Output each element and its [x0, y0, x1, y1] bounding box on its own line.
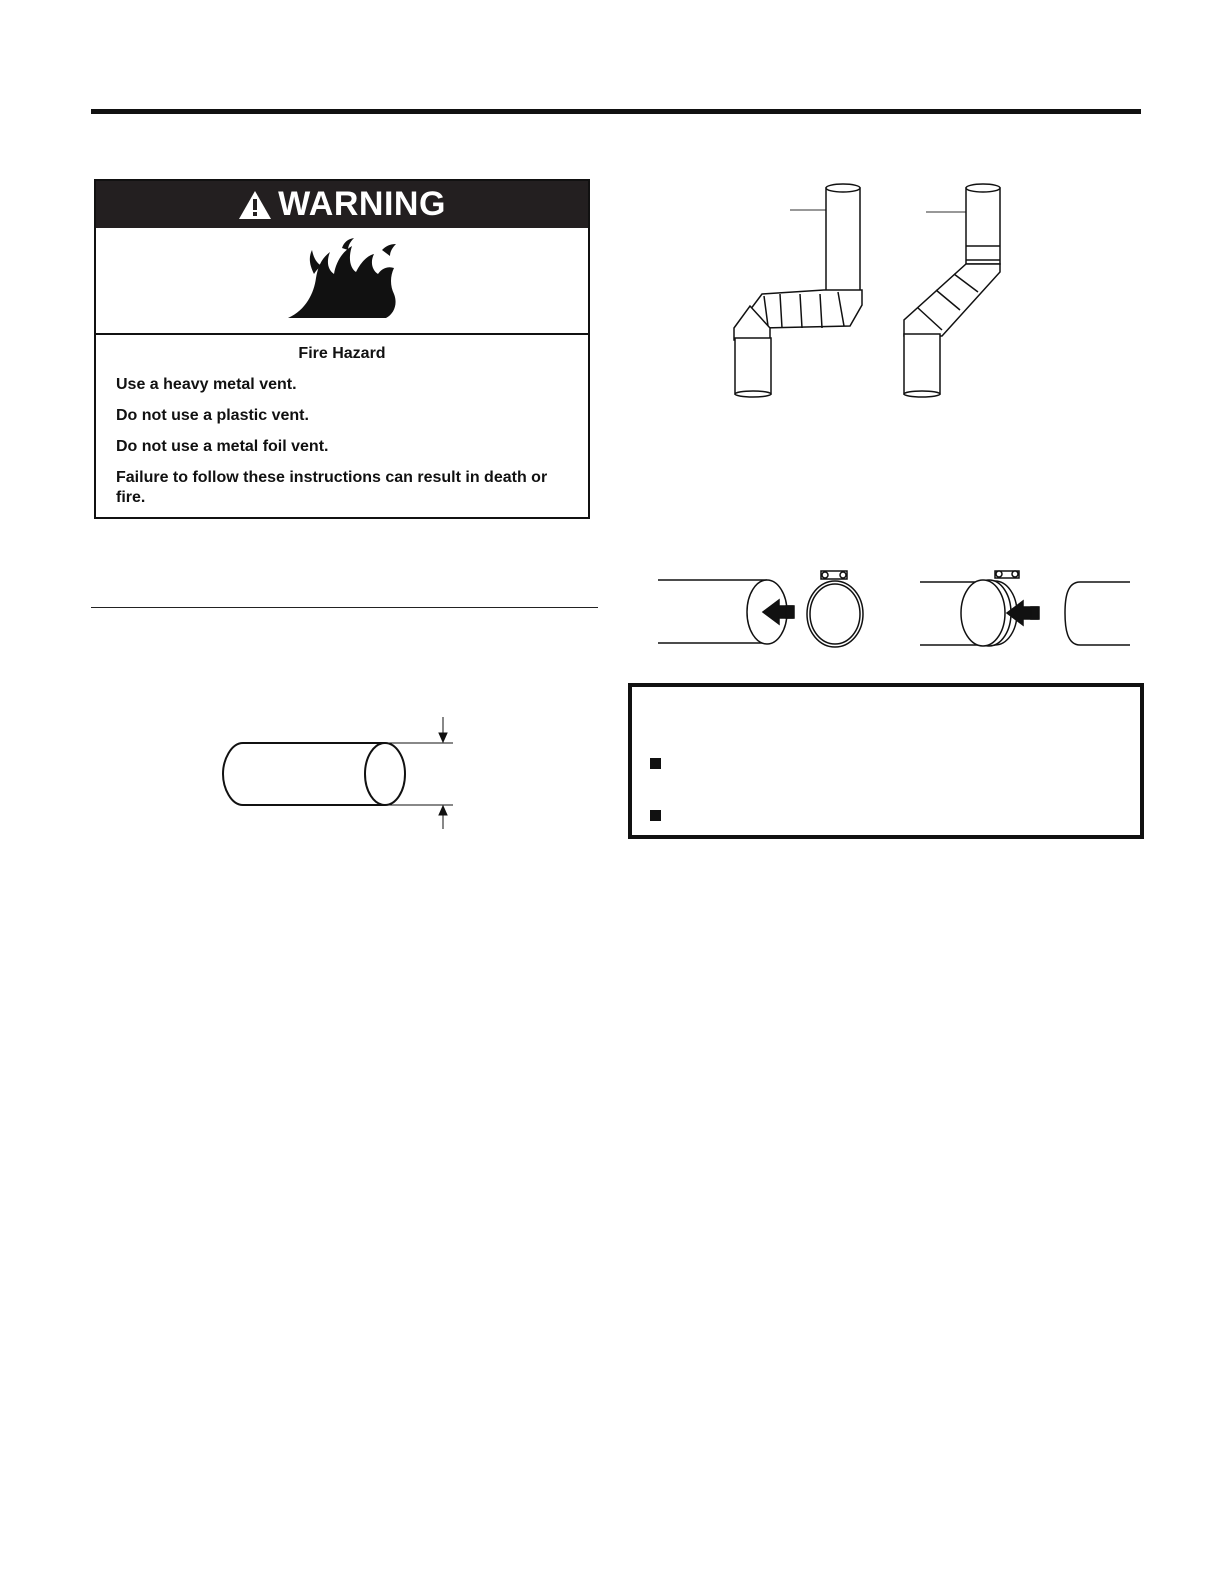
- hazard-body: [116, 343, 568, 519]
- hazard-title: Fire Hazard: [298, 345, 386, 362]
- top-rule: [91, 109, 1141, 114]
- square-bullet-icon: [650, 758, 661, 769]
- section-rule: [91, 607, 598, 608]
- hazard-line-failure: Failure to follow these instructions can result in death or fire.: [116, 469, 548, 506]
- square-bullet-icon: [650, 810, 661, 821]
- note-box: [628, 683, 1144, 839]
- hazard-line-plastic-vent: Do not use a plastic vent.: [116, 407, 309, 424]
- fire-icon-area: [96, 228, 588, 335]
- fire-icon: [286, 238, 401, 320]
- clamp-illustrations: [655, 568, 1140, 652]
- vent-diameter-illustration: [215, 715, 460, 833]
- warning-header: [96, 181, 588, 228]
- alert-triangle-icon: [238, 190, 272, 220]
- warning-title: WARNING: [278, 185, 446, 223]
- warning-box: [94, 179, 590, 519]
- vent-elbows-illustration: [720, 180, 1020, 402]
- hazard-line-metal-vent: Use a heavy metal vent.: [116, 376, 297, 393]
- hazard-line-foil-vent: Do not use a metal foil vent.: [116, 438, 329, 455]
